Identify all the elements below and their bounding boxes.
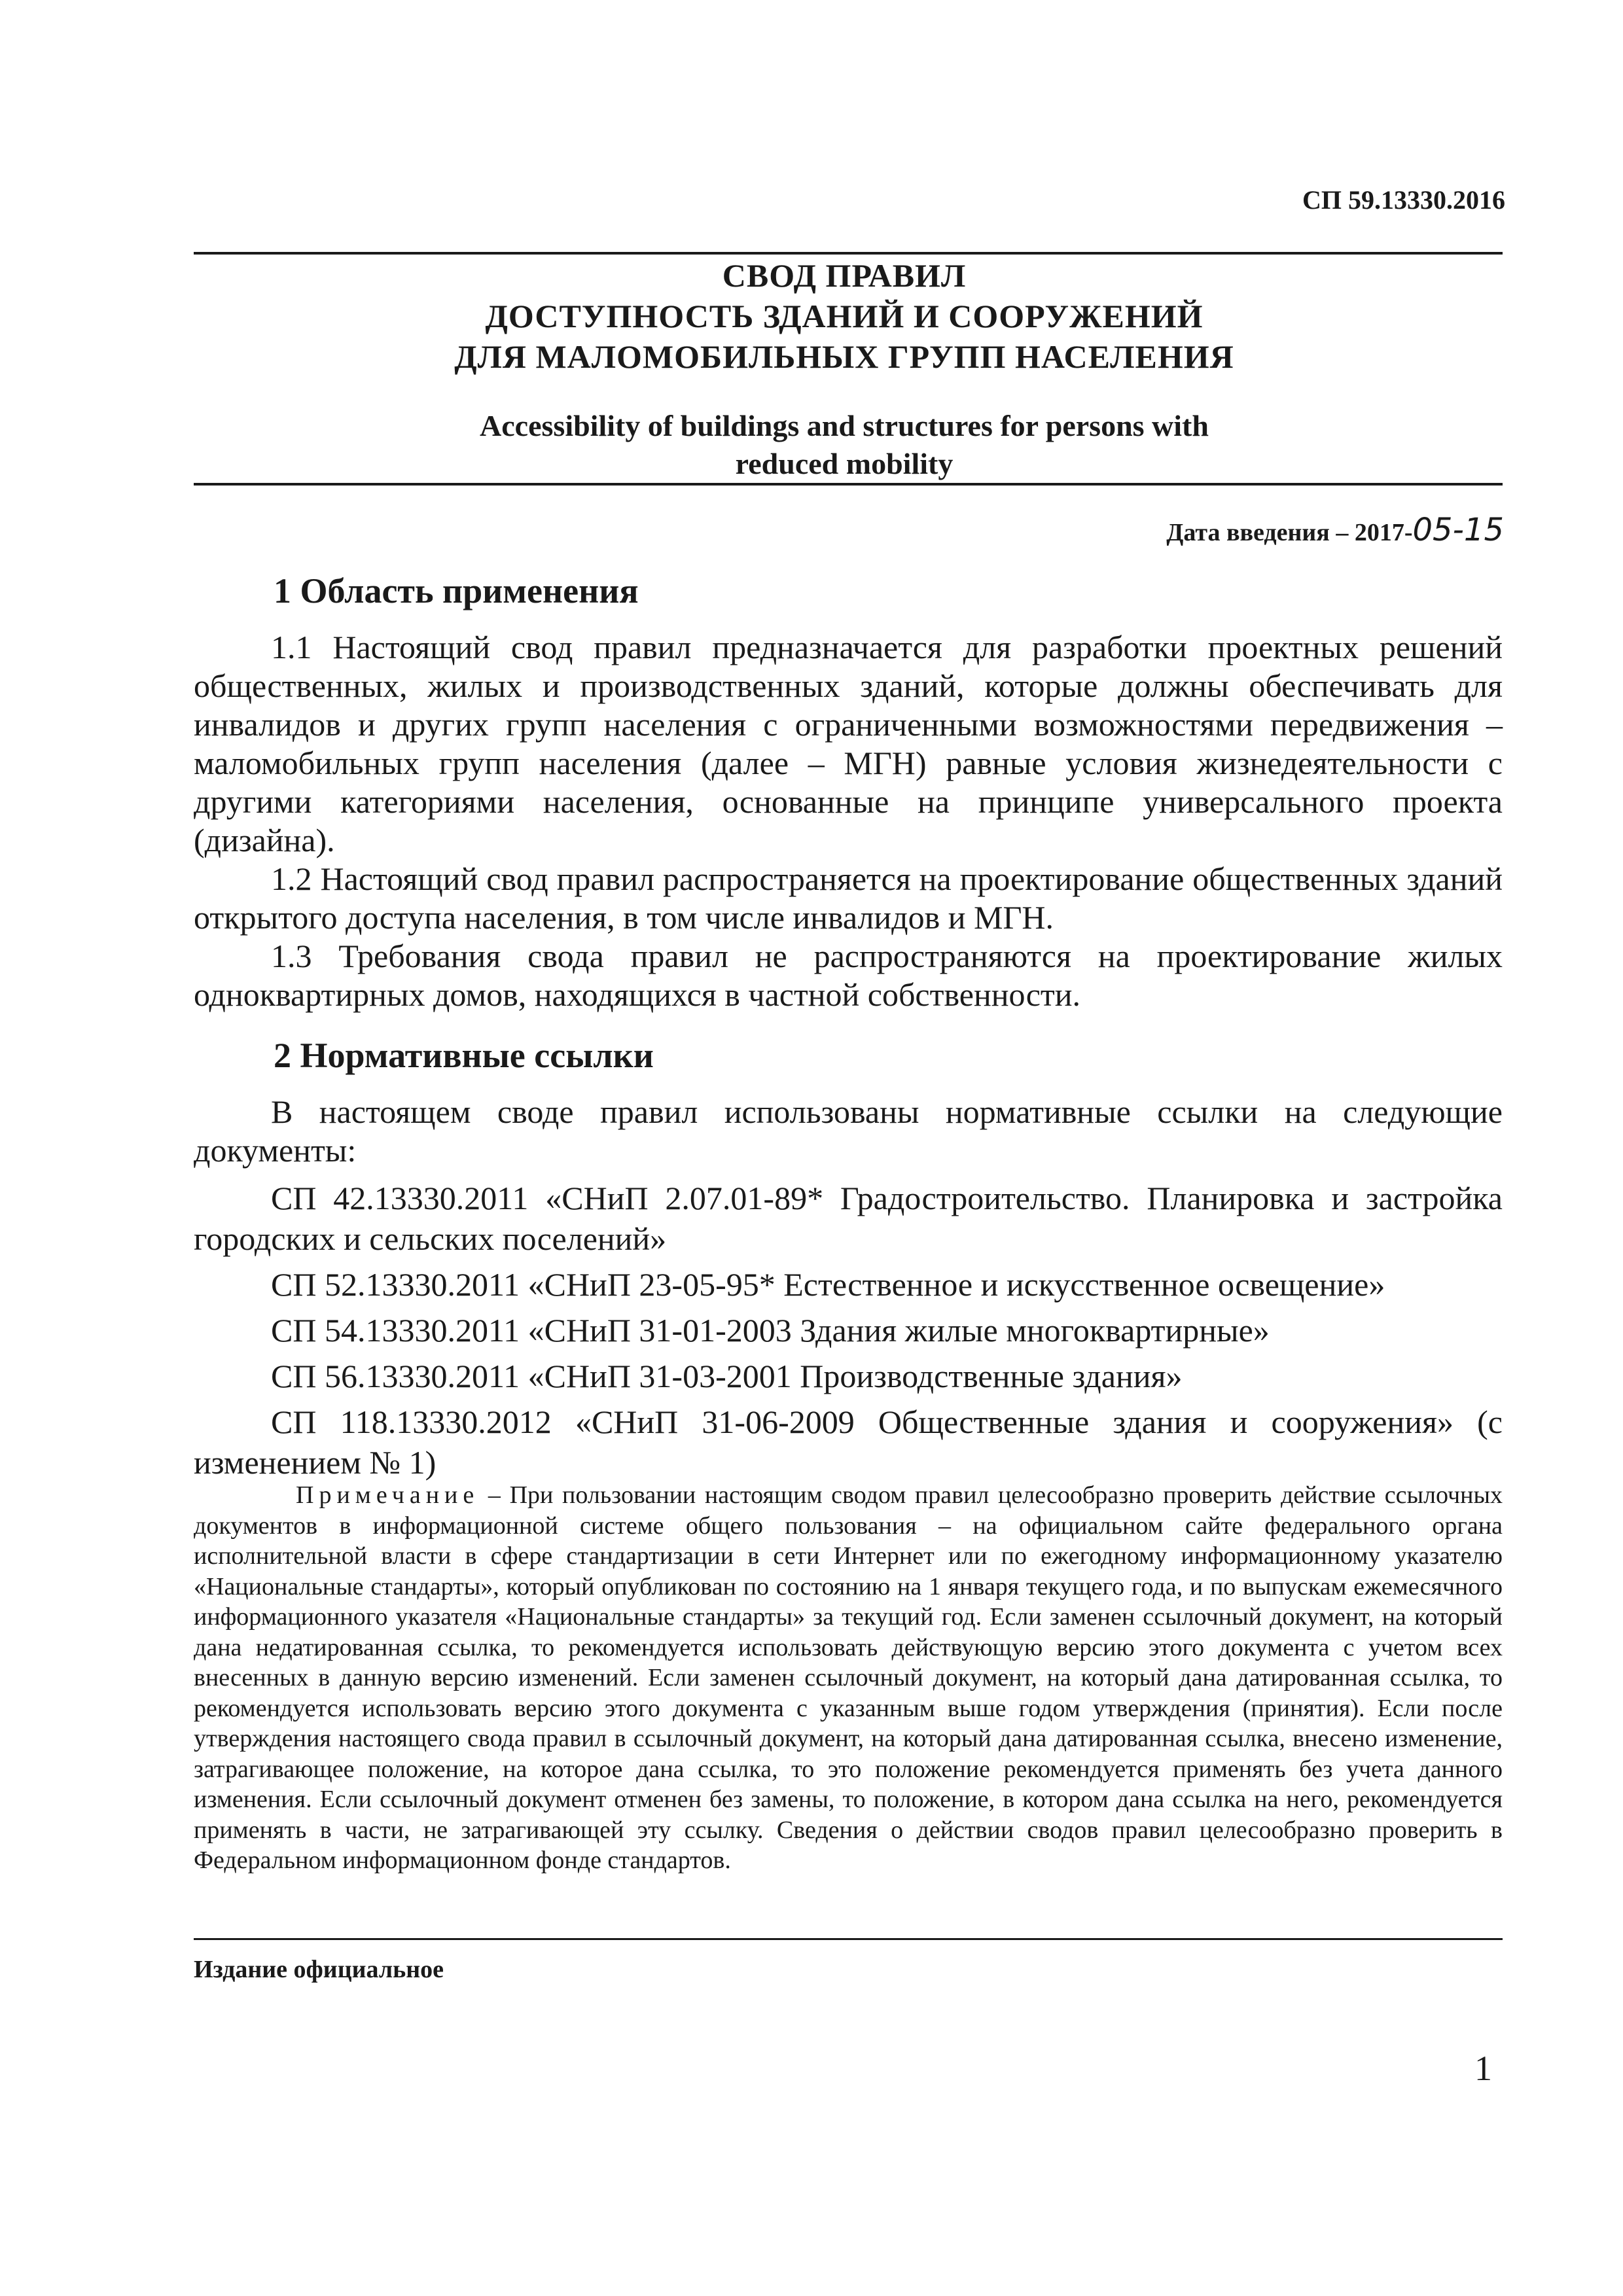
section-2-intro: В настоящем своде правил использованы нормативные ссылки на следующие документы: — [194, 1093, 1503, 1169]
reference-item: СП 118.13330.2012 «СНиП 31-06-2009 Общественные здания и сооружения» (с изменением № 1) — [194, 1404, 1503, 1481]
english-title-line-2: reduced mobility — [735, 447, 954, 480]
note-label: Примечание — [296, 1481, 480, 1509]
paragraph-1-1: 1.1 Настоящий свод правил предназначается для разработки проектных решений общественных, жилых и производственных зданий, которые должны обеспечивать для инвалидов и других групп населения с ограниченными возможностями передвижения – маломобильных групп населения (далее – МГН) равные условия жизнедеятельности с другими категориями населения, основанные на принципе универсального проекта (дизайна). — [194, 629, 1503, 858]
reference-item: СП 56.13330.2011 «СНиП 31-03-2001 Производственные здания» — [271, 1358, 1183, 1394]
introduction-date — [1166, 512, 1504, 548]
paragraph-1-2: 1.2 Настоящий свод правил распространяется на проектирование общественных зданий открытого доступа населения, в том числе инвалидов и МГН. — [194, 860, 1503, 936]
paragraph-1-3: 1.3 Требования свода правил не распространяются на проектирование жилых одноквартирных домов, находящихся в частной собственности. — [194, 938, 1503, 1013]
title-bottom-rule — [194, 483, 1503, 486]
top-rule — [194, 252, 1503, 255]
title-line-1: СВОД ПРАВИЛ — [722, 257, 967, 294]
title-line-3: ДЛЯ МАЛОМОБИЛЬНЫХ ГРУПП НАСЕЛЕНИЯ — [454, 338, 1234, 375]
introduction-date-label: Дата введения – 2017- — [1166, 519, 1413, 546]
section-2-heading: 2 Нормативные ссылки — [274, 1036, 654, 1075]
introduction-date-handwritten: 05-15 — [1412, 512, 1504, 548]
document-designation: СП 59.13330.2016 — [1302, 185, 1505, 215]
title-line-2: ДОСТУПНОСТЬ ЗДАНИЙ И СООРУЖЕНИЙ — [485, 298, 1204, 334]
page-number: 1 — [1474, 2049, 1492, 2088]
note-text: – При пользовании настоящим сводом правил целесообразно проверить действие ссылочных документов в информационной системе общего пользования – на официальном сайте федерального органа исполнительной власти в сфере стандартизации в сети Интернет или по ежегодному информационному указателю «Национальные стандарты», который опубликован по состоянию на 1 января текущего года, и по выпускам ежемесячного информационного указателя «Национальные стандарты» за текущий год. Если заменен ссылочный документ, на который дана недатированная ссылка, то рекомендуется использовать действующую версию этого документа с учетом всех внесенных в данную версию изменений. Если заменен ссылочный документ, на который дана датированная ссылка, то рекомендуется использовать версию этого документа с указанным выше годом утверждения (принятия). Если после утверждения настоящего свода правил в ссылочный документ, на который дана датированная ссылка, внесено изменение, затрагивающее положение, на которое дана ссылка, то это положение рекомендуется применять без учета данного изменения. Если ссылочный документ отменен без замены, то положение, в котором дана ссылка на него, рекомендуется применять в части, не затрагивающей эту ссылку. Сведения о действии сводов правил целесообразно проверить в Федеральном информационном фонде стандартов. — [194, 1481, 1503, 1874]
reference-item: СП 54.13330.2011 «СНиП 31-01-2003 Здания жилые многоквартирные» — [271, 1312, 1270, 1349]
reference-note — [194, 1480, 1503, 1876]
english-title-line-1: Accessibility of buildings and structures for persons with — [480, 409, 1209, 442]
section-1-heading: 1 Область применения — [274, 571, 639, 610]
reference-item: СП 42.13330.2011 «СНиП 2.07.01-89* Градостроительство. Планировка и застройка городских и сельских поселений» — [194, 1180, 1503, 1257]
official-edition-label: Издание официальное — [194, 1956, 444, 1983]
reference-item: СП 52.13330.2011 «СНиП 23-05-95* Естественное и искусственное освещение» — [271, 1266, 1385, 1303]
footer-rule — [194, 1938, 1503, 1940]
